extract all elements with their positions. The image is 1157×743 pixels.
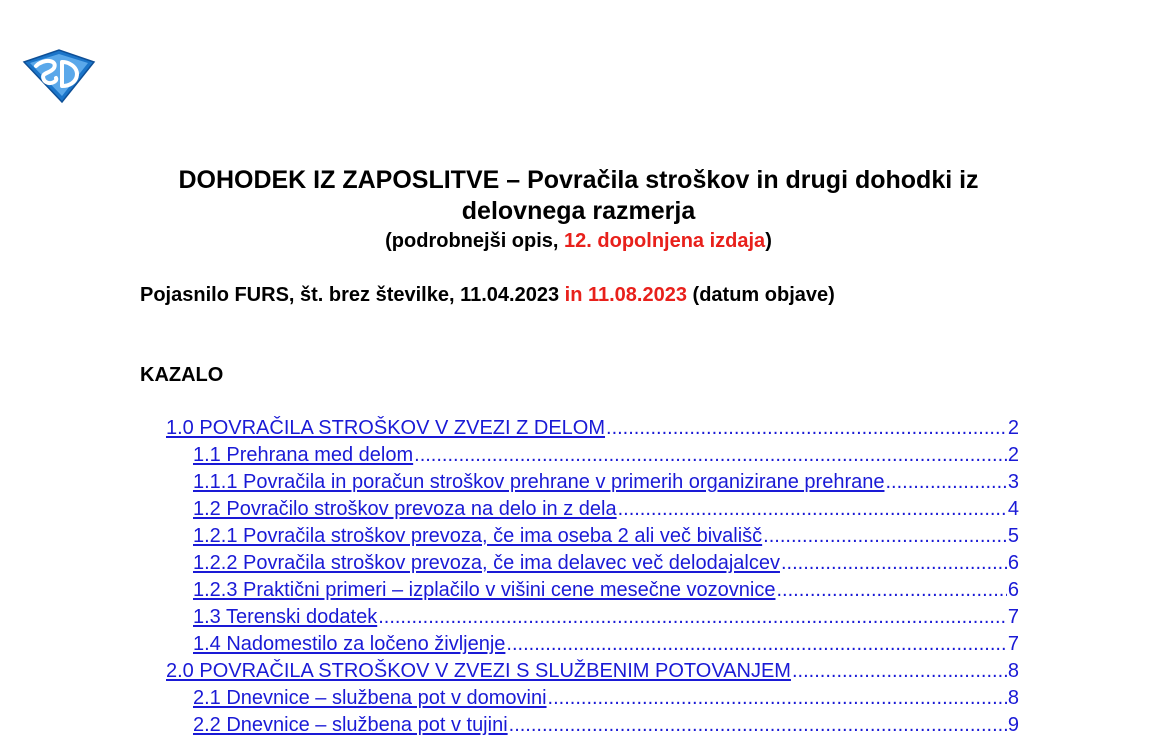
- toc-entry[interactable]: [193, 523, 1019, 550]
- subtitle-suffix: ): [765, 230, 772, 252]
- toc-page-number[interactable]: 5: [1007, 525, 1019, 547]
- toc-entry-link[interactable]: 1.2 Povračilo stroškov prevoza na delo in z dela: [193, 498, 617, 520]
- toc-entry[interactable]: [193, 469, 1019, 496]
- toc-leader-dots: [548, 685, 1007, 712]
- toc-leader-dots: [885, 469, 1006, 496]
- toc-entry-link[interactable]: 2.1 Dnevnice – službena pot v domovini: [193, 687, 547, 709]
- toc-page-number[interactable]: 7: [1007, 606, 1019, 628]
- toc-entry[interactable]: [193, 604, 1019, 631]
- toc-page-number[interactable]: 2: [1007, 417, 1019, 439]
- toc-page-number[interactable]: 6: [1007, 579, 1019, 601]
- toc-leader-dots: [378, 604, 1007, 631]
- toc-leader-dots: [792, 658, 1007, 685]
- toc-page-number[interactable]: 9: [1007, 714, 1019, 736]
- toc-entry[interactable]: [193, 685, 1019, 712]
- subtitle-prefix: (podrobnejši opis,: [385, 230, 565, 252]
- reference-suffix: (datum objave): [686, 284, 835, 306]
- reference-highlight: in 11.08.2023: [564, 284, 687, 306]
- toc-entry[interactable]: [193, 577, 1019, 604]
- title-line-2: delovnega razmerja: [461, 197, 696, 225]
- toc-page-number[interactable]: 7: [1007, 633, 1019, 655]
- toc-entry[interactable]: [193, 442, 1019, 469]
- toc-entry-link[interactable]: 1.3 Terenski dodatek: [193, 606, 378, 628]
- toc-page-number[interactable]: 2: [1007, 444, 1019, 466]
- toc-entry-link[interactable]: 1.2.2 Povračila stroškov prevoza, če ima delavec več delodajalcev: [193, 552, 780, 574]
- toc-heading: KAZALO: [140, 364, 224, 386]
- toc-leader-dots: [506, 631, 1006, 658]
- toc-entry-link[interactable]: 1.2.3 Praktični primeri – izplačilo v višini cene mesečne vozovnice: [193, 579, 776, 601]
- toc-entry[interactable]: [193, 712, 1019, 739]
- toc-leader-dots: [618, 496, 1007, 523]
- document-title: [0, 165, 1157, 227]
- toc-entry-link[interactable]: 1.2.1 Povračila stroškov prevoza, če ima oseba 2 ali več bivališč: [193, 525, 763, 547]
- toc-page-number[interactable]: 8: [1007, 687, 1019, 709]
- toc-entry-link[interactable]: 1.1 Prehrana med delom: [193, 444, 414, 466]
- toc-page-number[interactable]: 3: [1007, 471, 1019, 493]
- toc-leader-dots: [776, 577, 1006, 604]
- toc-entry-link[interactable]: 1.1.1 Povračila in poračun stroškov prehrane v primerih organizirane prehrane: [193, 471, 885, 493]
- toc-page-number[interactable]: 6: [1007, 552, 1019, 574]
- toc-entry-link[interactable]: 2.0 POVRAČILA STROŠKOV V ZVEZI S SLUŽBENIM POTOVANJEM: [166, 660, 791, 682]
- sd-logo: [22, 48, 96, 104]
- toc-leader-dots: [414, 442, 1007, 469]
- toc-entry[interactable]: [193, 631, 1019, 658]
- toc-entry[interactable]: [193, 550, 1019, 577]
- toc-page-number[interactable]: 4: [1007, 498, 1019, 520]
- toc-page-number[interactable]: 8: [1007, 660, 1019, 682]
- toc-leader-dots: [509, 712, 1007, 739]
- toc-entry[interactable]: [166, 658, 1019, 685]
- toc-entry-link[interactable]: 2.2 Dnevnice – službena pot v tujini: [193, 714, 508, 736]
- reference-text: Pojasnilo FURS, št. brez številke, 11.04.2023: [140, 284, 565, 306]
- reference-line: [140, 283, 835, 307]
- title-line-1: DOHODEK IZ ZAPOSLITVE – Povračila stroškov in drugi dohodki iz: [178, 166, 979, 194]
- toc-leader-dots: [763, 523, 1007, 550]
- toc-leader-dots: [781, 550, 1007, 577]
- toc-entry-link[interactable]: 1.0 POVRAČILA STROŠKOV V ZVEZI Z DELOM: [166, 417, 606, 439]
- edition-highlight: 12. dopolnjena izdaja: [564, 230, 766, 252]
- document-subtitle: [0, 229, 1157, 253]
- toc-entry[interactable]: [166, 415, 1019, 442]
- toc-entry[interactable]: [193, 496, 1019, 523]
- toc-leader-dots: [606, 415, 1007, 442]
- toc-entry-link[interactable]: 1.4 Nadomestilo za ločeno življenje: [193, 633, 506, 655]
